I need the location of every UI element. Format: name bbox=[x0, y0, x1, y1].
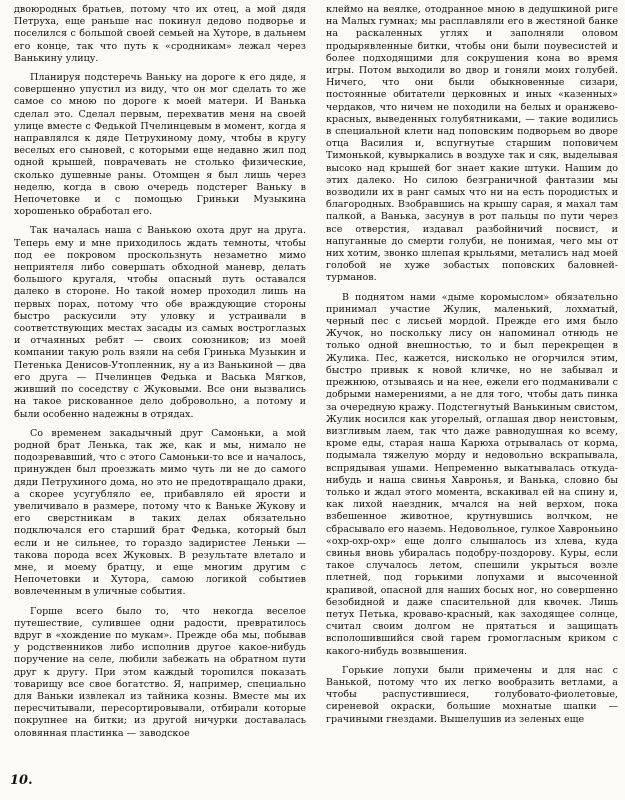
page-number: 10. bbox=[10, 773, 33, 788]
paragraph: двоюродных братьев, потому что их отец, а мой дядя Петруха, еще раньше нас покинул дедово подворье и поселился с большой своей семьей на Хуторе, в дальнем его конце, так что путь к «сродникам» лежал через Ванькину улицу. bbox=[14, 4, 306, 64]
paragraph: Горше всего было то, что некогда веселое путешествие, сулившее одни радости, превратилось вдруг в «хождение по мукам». Прежде оба мы, побывав у родственников либо исполнив другое какое-нибудь поручение на селе, любили забежать на обратном пути друг к другу. При этом каждый торопился показать товарищу все свое богатство. Я, например, специально для Ваньки извлекал из тайника козны. Вместе мы их пересчитывали, пересортировывали, отбирали которые покрупнее на битки; из другой ничурки доставалась оловянная пластинка — заводское bbox=[14, 605, 306, 739]
paragraph: клеймо на веялке, отодранное мною в дедушкиной риге на Малых гумнах; мы расплавляли его в жестяной банке на раскаленных углях и заполняли оловом продырявленные битки, чтобы они были поувесистей и более подходящими для сокрушения кона во время игры. Потом выходили во двор и гоняли моих голубей. Ничего, что они были обыкновенные сизари, постоянные обитатели церковных и иных «казенных» чердаков, что ничем не походили на белых и оранжево-красных, выведенных голубятниками, — такие водились в специальной клети над поповским подворьем во дворе отца Василия и, вспугнутые старшим поповичем Тимонькой, кувыркались в воздухе так и сяк, выделывая высоко над крышей бог знает какие штуки. Нашим до этих далеко. Но силою безграничной фантазии мы возводили их в ранг самых что ни на есть породистых и благородных. Взобравшись на крышу сарая, я махал там палкой, а Ванька, засунув в рот пальцы по пути через все отверстия, издавал разбойничий посвист, и напуганные до смерти голуби, не понимая, чего мы от них хотим, звонко шлепая крыльями, металисъ над моей голобой не хуже зобастых поповских баловней-турманов. bbox=[326, 4, 618, 284]
paragraph: Горькие лопухи были примечены и для нас с Ванькой, потому что их легко вообразить ветлами, а чтобы распустившиеся, голубовато-фиолетовые, сиреневой окраски, большие мохнатые шапки — грачиными гнездами. Вышелушив из зеленых еще bbox=[326, 664, 618, 725]
left-column bbox=[14, 4, 306, 740]
paragraph: В поднятом нами «дыме коромыслом» обязательно принимал участие Жулик, маленький, лохматый, черный пес с лисьей мордой. Прежде его имя было Жучок, но поскольку лису он напоминал отнюдь не только одной внешностью, то и был перекрещен в Жулика. Пес, кажется, нисколько не огорчился этим, быстро привык к новой кличке, но не забывал и прежнюю, отзываясь и на нее, ежели его подманивали с добрыми намерениями, а не для того, чтобы дать пинка за очередную кражу. Подстегнутый Ванькиным свистом, Жулик носился как угорелый, оглашая двор неистовым, визгливым лаем, так что даже равнодушная ко всему, кроме еды, старая наша Карюха отрывалась от корма, подымала тяжелую морду и недовольно вскрапывала, вспрядывая ушами. Непременно выкатывалась откуда-нибудь и наша свинья Хавронья, и Ванька, словно бы только и ждал этого момента, вскакивал ей на спину и, как лихой наездник, мчался на ней верхом, пока взбешенное животное, крутнувшись волчком, не сбрасывало его наземь. Недовольное, гулкое Хавроньино «охр-охр-охр» еще долго слышалось из хлева, куда свинья вновь убиралась подобру-поздорову. Куры, если такое случалось летом, спешили укрыться возле плетней, под горькими лопухами и высоченной крапивой, опасной для наших босых ног, но совершенно безобидной и даже спасительной для квочек. Лишь петух Петька, кроваво-красный, как заходящее солнце, считал своим долгом не прятаться и защищать всполошившийся свой гарем громогласным криком с какого-нибудь возвышения. bbox=[326, 291, 618, 657]
right-column bbox=[326, 4, 618, 726]
paragraph: Так началась наша с Ванькою охота друг на друга. Теперь ему и мне приходилось ждать темноты, чтобы под ее покровом проскользнуть незаметно мимо неприятеля либо совершать обходной маневр, делать большого кругаля, чтобы опасный путь оставался далеко в стороне. Но такой номер проходил лишь на первых порах, потому что обе враждующие стороны быстро раскусили эту уловку и устраивали в соответствующих местах засады из самых востроглазых и отчаянных ребят — своих союзников; из моей компании такую роль взяли на себя Гринька Музыкин и Петенька Денисов-Утопленник, ну а из Ванькиной — два его друга — Пчелинцев Федька и Васька Мягков, живший по соседству с Жуковыми. Все они вызвались на такое рискованное дело добровольно, а потому и были особенно надежны в отрядах. bbox=[14, 225, 306, 420]
paragraph: Со временем закадычный друг Самоньки, а мой родной брат Ленька, так же, как и мы, нимало не подозревавший, что с этого Самоньки-то все и началось, принужден был проезжать мимо чуть ли не до самого дяди Петрухиного дома, но это не предотвращало драки, а скорее усугубляло ее, прибавляло ей ярости и увеличивало в размере, потому что к Ваньке Жукову и его сверстникам в таких делах обязательно подключался его старший брат Федька, который был если и не сильнее, то гораздо задиристее Леньки — такова порода всех Жуковых. В результате влетало и мне, и моему братцу, и еще многим другим с Непочетовки и Хутора, самою логикой событиев вовлеченным в уличные события. bbox=[14, 427, 306, 598]
paragraph: Планируя подстеречь Ваньку на дороге к его дяде, я совершенно упустил из виду, что он мог сделать то же самое со мною по дороге к моей матери. И Ванька сделал это. Сделал первым, перехватив меня на своей улице вместе с Федькой Пчелинцевым в момент, когда я направлялся к дяде Петрухиному дому, чтобы в кругу веселых его сыновей, с которыми еще недавно жил под одной крышей, поврачевать не столько физические, сколько душевные раны. Отомщен я был лишь через неделю, когда в свою очередь подстерег Ваньку в Непочетовке и с помощью Гриньки Музыкина хорошенько обработал его. bbox=[14, 72, 306, 218]
